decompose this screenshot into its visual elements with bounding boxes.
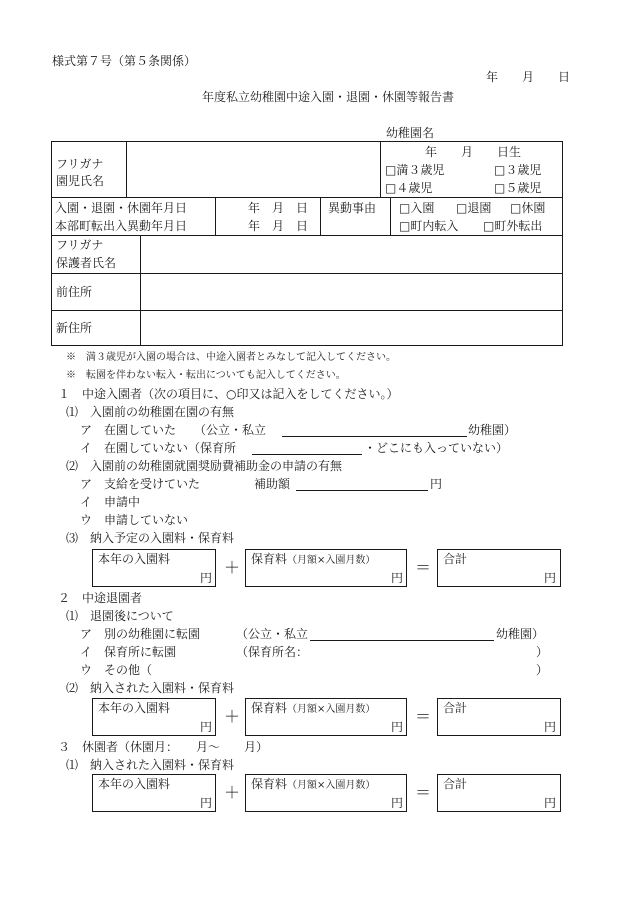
plus-sign: ＋	[224, 783, 241, 802]
section1-q3: ⑶ 納入予定の入園料・保育料	[66, 531, 235, 545]
equals-sign: ＝	[415, 558, 432, 577]
entrance-fee-yen: 円	[200, 571, 213, 585]
section1-q1-a-suffix: 幼稚園）	[468, 423, 517, 437]
age3-checkbox[interactable]: □３歳児	[494, 163, 542, 177]
guardian-name-field[interactable]	[142, 240, 560, 270]
section2-q1-i-paren: （保育所名：	[236, 645, 309, 659]
reason-leave-checkbox[interactable]: □休園	[510, 201, 546, 215]
furigana-label: フリガナ	[56, 157, 104, 171]
equals-sign: ＝	[415, 783, 432, 802]
guardian-furigana-label: フリガナ	[56, 238, 104, 252]
total-yen: 円	[544, 720, 557, 734]
reason-enroll-checkbox[interactable]: □入園	[399, 201, 435, 215]
table-divider	[51, 310, 563, 311]
section1-q1-i-suffix: ・どこにも入っていない）	[364, 441, 509, 455]
section1-q2-u: ウ 申請していない	[80, 513, 189, 527]
birth-date: 年 月 日生	[425, 145, 522, 159]
total-label: 合計	[443, 701, 468, 715]
total-label: 合計	[443, 777, 468, 791]
total-yen: 円	[544, 571, 557, 585]
section1-q1-i: イ 在園していない（保育所	[80, 441, 237, 455]
section2-q1-u-close: ）	[536, 663, 549, 677]
section3-heading: ３ 休園者（休園月： 月～ 月）	[58, 740, 269, 754]
form-number: 様式第７号（第５条関係）	[52, 54, 197, 68]
table-divider	[140, 235, 141, 346]
prev-address-label: 前住所	[56, 285, 93, 299]
age-full3-checkbox[interactable]: □満３歳児	[385, 163, 445, 177]
new-address-field[interactable]	[142, 314, 560, 342]
guardian-name-label: 保護者氏名	[56, 256, 117, 270]
total-label: 合計	[443, 552, 468, 566]
prev-address-field[interactable]	[142, 278, 560, 306]
child-name-label: 園児氏名	[56, 174, 105, 188]
reason-out-town-checkbox[interactable]: □町外転出	[483, 219, 543, 233]
total-yen: 円	[544, 796, 557, 810]
new-school-line[interactable]	[310, 640, 494, 641]
school-name-label: 幼稚園名	[386, 126, 435, 140]
subsidy-amount-label: 補助額	[254, 477, 291, 491]
entrance-fee-label: 本年の入園料	[98, 777, 171, 791]
new-address-label: 新住所	[56, 321, 93, 335]
section2-q1-u: ウ その他（	[80, 663, 153, 677]
tuition-label: 保育料（月額×入園月数）	[251, 701, 376, 715]
subsidy-amount-line[interactable]	[296, 490, 428, 491]
age5-checkbox[interactable]: □５歳児	[494, 181, 542, 195]
subsidy-amount-unit: 円	[430, 477, 443, 491]
table-divider	[51, 273, 563, 274]
section1-heading: １ 中途入園者（次の項目に、○印又は記入をしてください。）	[58, 387, 399, 401]
enroll-date-field[interactable]: 年 月 日	[248, 201, 309, 215]
section1-q2-a: ア 支給を受けていた	[80, 477, 201, 491]
section2-q2: ⑵ 納入された入園料・保育料	[66, 681, 235, 695]
transfer-dates-label: 本部町転出入異動年月日	[55, 219, 188, 233]
note-full3: ※ 満３歳児が入園の場合は、中途入園者とみなして記入してください。	[66, 352, 396, 363]
reason-label: 異動事由	[328, 201, 377, 215]
section2-q1-i-close: ）	[536, 645, 549, 659]
section2-heading: ２ 中途退園者	[58, 591, 143, 605]
transfer-date-field[interactable]: 年 月 日	[248, 219, 309, 233]
tuition-label: 保育料（月額×入園月数）	[251, 777, 376, 791]
section2-q1-a: ア 別の幼稚園に転園	[80, 627, 201, 641]
section2-q1-i: イ 保育所に転園	[80, 645, 177, 659]
age4-checkbox[interactable]: □４歳児	[385, 181, 433, 195]
table-divider	[380, 141, 381, 198]
reason-in-town-checkbox[interactable]: □町内転入	[399, 219, 459, 233]
plus-sign: ＋	[224, 707, 241, 726]
section1-q1-a-options: （公立・私立	[194, 423, 267, 437]
section2-q1-a-suffix: 幼稚園）	[496, 627, 545, 641]
enroll-dates-label: 入園・退園・休園年月日	[55, 201, 188, 215]
entrance-fee-label: 本年の入園料	[98, 701, 171, 715]
reason-withdraw-checkbox[interactable]: □退園	[456, 201, 492, 215]
section1-q2-i: イ 申請中	[80, 495, 141, 509]
section1-q1: ⑴ 入園前の幼稚園在園の有無	[66, 405, 235, 419]
section2-q1: ⑴ 退園後について	[66, 609, 174, 623]
previous-school-line[interactable]	[282, 436, 467, 437]
entrance-fee-yen: 円	[200, 796, 213, 810]
child-name-field[interactable]	[128, 150, 378, 194]
tuition-yen: 円	[391, 720, 404, 734]
table-divider	[320, 197, 321, 235]
table-divider	[51, 235, 563, 236]
plus-sign: ＋	[224, 558, 241, 577]
tuition-yen: 円	[391, 571, 404, 585]
equals-sign: ＝	[415, 707, 432, 726]
table-divider	[126, 141, 127, 198]
tuition-yen: 円	[391, 796, 404, 810]
form-title: 年度私立幼稚園中途入園・退園・休園等報告書	[202, 90, 455, 104]
nursery-name-line[interactable]	[252, 454, 362, 455]
table-divider	[215, 197, 216, 235]
section2-q1-a-options: （公立・私立	[236, 627, 309, 641]
section3-q1: ⑴ 納入された入園料・保育料	[66, 758, 235, 772]
report-date: 年 月 日	[486, 70, 571, 84]
table-divider	[51, 197, 563, 198]
entrance-fee-yen: 円	[200, 720, 213, 734]
table-divider	[390, 197, 391, 235]
section1-q1-a: ア 在園していた	[80, 423, 177, 437]
entrance-fee-label: 本年の入園料	[98, 552, 171, 566]
tuition-label: 保育料（月額×入園月数）	[251, 552, 376, 566]
section1-q2: ⑵ 入園前の幼稚園就園奨励費補助金の申請の有無	[66, 459, 343, 473]
note-transfer: ※ 転園を伴わない転入・転出についても記入してください。	[66, 370, 346, 381]
